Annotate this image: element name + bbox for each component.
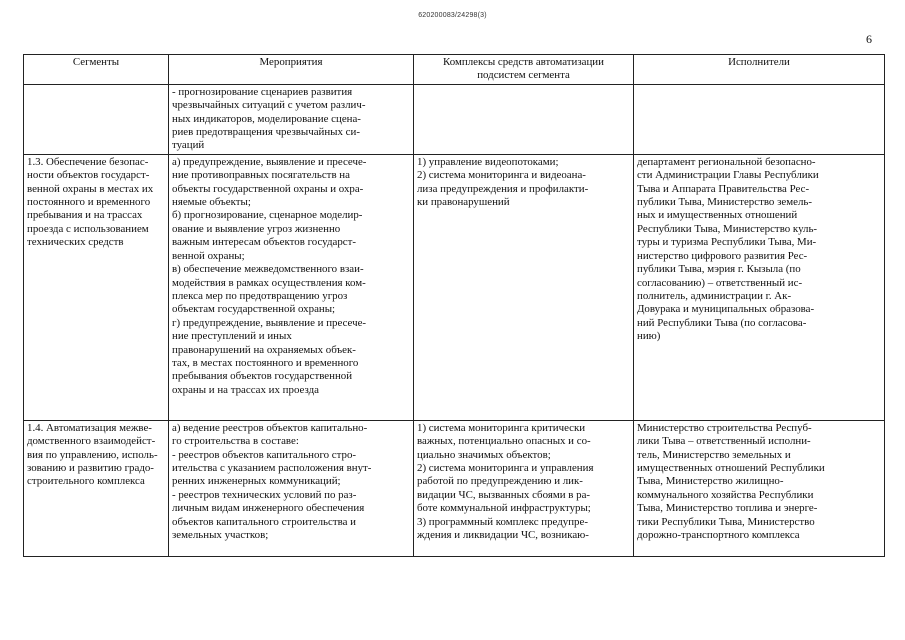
cell-text-line: Мероприятия xyxy=(259,56,323,68)
cell-text-line: ительства с указанием расположения внут- xyxy=(172,462,372,475)
cell-text-line: лики Тыва – ответственный исполни- xyxy=(637,435,811,448)
cell-text-line: Комплексы средств автоматизации xyxy=(443,56,604,68)
cell-text-line: полнитель, администрации г. Ак- xyxy=(637,289,792,302)
cell-text-line: туаций xyxy=(172,139,205,152)
cell-text-line: ждения и ликвидации ЧС, возникаю- xyxy=(417,529,589,542)
cell-text-line: технических средств xyxy=(27,236,124,249)
segment-cell xyxy=(24,84,169,154)
cell-text-line: ние преступлений и иных xyxy=(172,330,292,343)
table-row xyxy=(24,420,885,556)
table-row xyxy=(24,154,885,420)
executors-cell xyxy=(634,84,885,154)
cell-text-line: модействия в рамках осуществления ком- xyxy=(172,276,366,289)
cell-text-line: туры и туризма Республики Тыва, Ми- xyxy=(637,236,817,249)
cell-text-line: ний Республики Тыва (по согласова- xyxy=(637,316,807,329)
cell-text-line: Сегменты xyxy=(72,56,120,68)
cell-text-line: нистерство цифрового развития Рес- xyxy=(637,249,808,262)
cell-text-line: б) прогнозирование, сценарное моделир- xyxy=(172,209,363,222)
cell-text-line: а) ведение реестров объектов капитально- xyxy=(172,421,368,434)
cell-text-line: видации ЧС, вызванных сбоями в ра- xyxy=(417,488,591,501)
table-row xyxy=(24,84,885,154)
header-executors xyxy=(634,55,885,85)
cell-text-line: ных и имущественных отношений xyxy=(637,209,798,222)
cell-text-line: нию) xyxy=(637,330,661,343)
cell-text-line: Тыва, Министерство топлива и энерге- xyxy=(637,502,818,515)
cell-text-line: - реестров объектов капитального стро- xyxy=(172,448,357,461)
cell-text-line: проезда с использованием xyxy=(27,222,149,235)
cell-text-line: Министерство строительства Респуб- xyxy=(637,421,812,434)
cell-text-line: ки правонарушений xyxy=(417,196,510,209)
cell-text-line: - реестров технических условий по раз- xyxy=(172,488,357,501)
cell-text-line: тель, Министерство земельных и xyxy=(637,448,791,461)
cell-text-line: пребывания и на трассах xyxy=(27,209,143,222)
cell-text-line: коммунального хозяйства Республики xyxy=(637,488,814,501)
cell-text-line: 2) система мониторинга и видеоана- xyxy=(417,169,586,182)
page-number: 6 xyxy=(866,32,872,46)
cell-text-line: Исполнители xyxy=(728,56,790,68)
cell-text-line: 1.3. Обеспечение безопас- xyxy=(27,155,149,168)
header-segments xyxy=(24,55,169,85)
cell-text-line: ности объектов государст- xyxy=(27,169,150,182)
cell-text-line: личным видам инженерного обеспечения xyxy=(172,502,365,515)
cell-text-line: пребывания объектов государственной xyxy=(172,370,353,383)
cell-text-line: риев предотвращения чрезвычайных си- xyxy=(172,126,360,139)
cell-text-line: строительного комплекса xyxy=(27,475,145,488)
cell-text-line: охраны и на трассах их проезда xyxy=(172,383,319,396)
cell-text-line: го строительства в составе: xyxy=(172,435,299,448)
segments-table xyxy=(23,54,885,557)
cell-text-line: ных индикаторов, моделирование сцена- xyxy=(172,112,361,125)
header-measures xyxy=(169,55,414,85)
cell-text-line: объекты государственной охраны и охра- xyxy=(172,182,364,195)
cell-text-line: вия по управлению, исполь- xyxy=(27,448,158,461)
cell-text-line: важным интересам объектов государст- xyxy=(172,236,356,249)
cell-text-line: 2) система мониторинга и управления xyxy=(417,462,594,475)
cell-text-line: публики Тыва, мэрия г. Кызыла (по xyxy=(637,263,801,276)
cell-text-line: ние противоправных посягательств на xyxy=(172,169,350,182)
executors-cell xyxy=(634,420,885,556)
cell-text-line: г) предупреждение, выявление и пресече- xyxy=(172,316,367,329)
cell-text-line: домственного взаимодейст- xyxy=(27,435,156,448)
cell-text-line: - прогнозирование сценариев развития xyxy=(172,85,353,98)
executors-cell xyxy=(634,154,885,420)
cell-text-line: венной охраны в местах их xyxy=(27,182,154,195)
cell-text-line: Республики Тыва, Министерство куль- xyxy=(637,222,818,235)
document-code: 620200083/24298(3) xyxy=(418,12,487,19)
cell-text-line: Тыва и Аппарата Правительства Рес- xyxy=(637,182,810,195)
cell-text-line: 1) управление видеопотоками; xyxy=(417,155,559,168)
cell-text-line: тики Республики Тыва, Министерство xyxy=(637,515,815,528)
cell-text-line: а) предупреждение, выявление и пресече- xyxy=(172,155,367,168)
header-complexes xyxy=(414,55,634,85)
cell-text-line: подсистем сегмента xyxy=(477,69,570,82)
cell-text-line: объектов капитального строительства и xyxy=(172,515,357,528)
cell-text-line: объектам государственной охраны; xyxy=(172,303,336,316)
cell-text-line: правонарушений на охраняемых объек- xyxy=(172,343,356,356)
cell-text-line: земельных участков; xyxy=(172,529,269,542)
cell-text-line: дорожно-транспортного комплекса xyxy=(637,529,800,542)
cell-text-line: ренних инженерных коммуникаций; xyxy=(172,475,341,488)
cell-text-line: 3) программный комплекс предупре- xyxy=(417,515,588,528)
complexes-cell xyxy=(414,420,634,556)
cell-text-line: ование и выявление угроз жизненно xyxy=(172,222,341,235)
segment-cell xyxy=(24,154,169,420)
cell-text-line: циально значимых объектов; xyxy=(417,448,551,461)
cell-text-line: Тыва, Министерство жилищно- xyxy=(637,475,784,488)
table-header-row xyxy=(24,55,885,85)
cell-text-line: лиза предупреждения и профилакти- xyxy=(417,182,589,195)
cell-text-line: зованию и развитию градо- xyxy=(27,462,154,475)
cell-text-line: боте коммунальной инфраструктуры; xyxy=(417,502,591,515)
segment-cell xyxy=(24,420,169,556)
cell-text-line: плекса мер по предотвращению угроз xyxy=(172,289,348,302)
cell-text-line: работой по предупреждению и лик- xyxy=(417,475,583,488)
measures-cell xyxy=(169,420,414,556)
cell-text-line: тах, в местах постоянного и временного xyxy=(172,356,359,369)
cell-text-line: публики Тыва, Министерство земель- xyxy=(637,196,812,209)
cell-text-line: чрезвычайных ситуаций с учетом различ- xyxy=(172,99,366,112)
cell-text-line: 1.4. Автоматизация межве- xyxy=(27,421,152,434)
complexes-cell xyxy=(414,84,634,154)
measures-cell xyxy=(169,154,414,420)
cell-text-line: 1) система мониторинга критически xyxy=(417,421,586,434)
cell-text-line: няемые объекты; xyxy=(172,196,251,209)
cell-text-line: в) обеспечение межведомственного взаи- xyxy=(172,263,364,276)
cell-text-line: департамент региональной безопасно- xyxy=(637,155,816,168)
complexes-cell xyxy=(414,154,634,420)
cell-text-line: важных, потенциально опасных и со- xyxy=(417,435,591,448)
cell-text-line: венной охраны; xyxy=(172,249,245,262)
measures-cell xyxy=(169,84,414,154)
cell-text-line: сти Администрации Главы Республики xyxy=(637,169,819,182)
cell-text-line: имущественных отношений Республики xyxy=(637,462,825,475)
cell-text-line: согласованию) – ответственный ис- xyxy=(637,276,803,289)
cell-text-line: Довурака и муниципальных образова- xyxy=(637,303,815,316)
cell-text-line: постоянного и временного xyxy=(27,196,151,209)
